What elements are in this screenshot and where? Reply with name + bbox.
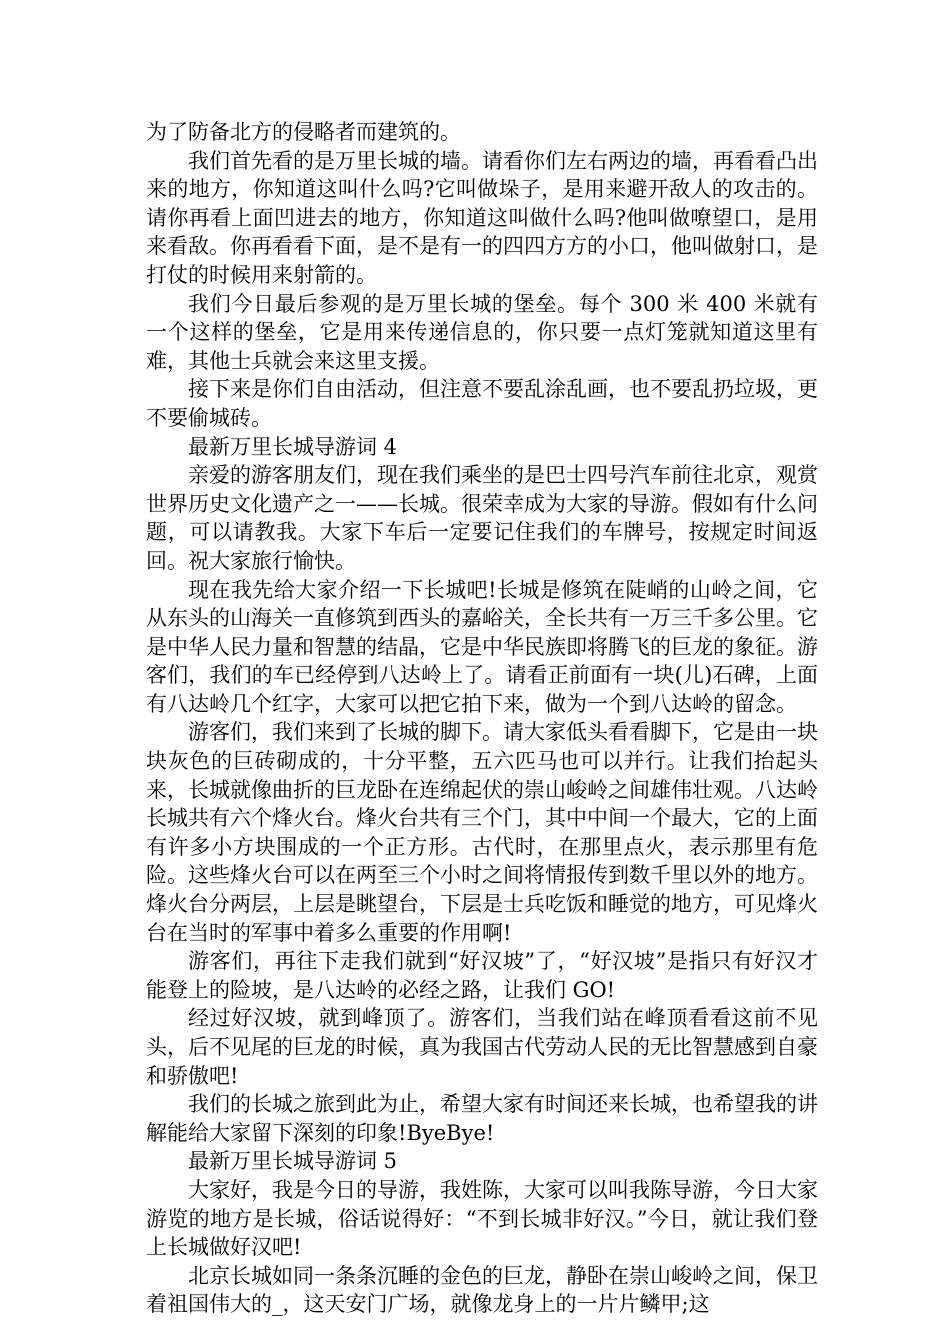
paragraph-free-activity: 接下来是你们自由活动，但注意不要乱涂乱画，也不要乱扔垃圾，更不要偷城砖。 bbox=[146, 377, 818, 430]
paragraph-farewell: 我们的长城之旅到此为止，希望大家有时间还来长城，也希望我的讲解能给大家留下深刻的印象!ByeBye! bbox=[146, 1092, 818, 1145]
paragraph-great-wall-fortress: 我们今日最后参观的是万里长城的堡垒。每个 300 米 400 米就有一个这样的堡垒，它是用来传递信息的，你只要一点灯笼就知道这里有难，其他士兵就会来这里支援。 bbox=[146, 291, 818, 373]
paragraph-introduction: 现在我先给大家介绍一下长城吧!长城是修筑在陡峭的山岭之间，它从东头的山海关一直修筑到西头的嘉峪关，全长共有一万三千多公里。它是中华人民力量和智慧的结晶，它是中华民族即将腾飞的巨龙的象征。游客们，我们的车已经停到八达岭上了。请看正前面有一块(儿)石碑，上面有八达岭几个红字，大家可以把它拍下来，做为一个到八达岭的留念。 bbox=[146, 577, 818, 716]
paragraph-great-wall-walls: 我们首先看的是万里长城的墙。请看你们左右两边的墙，再看看凸出来的地方，你知道这叫什么吗?它叫做垛子，是用来避开敌人的攻击的。请你再看上面凹进去的地方，你知道这叫做什么吗?他叫做嘹望口，是用来看敌。你再看看下面，是不是有一的四四方方的小口，他叫做射口，是打仗的时候用来射箭的。 bbox=[146, 148, 818, 287]
paragraph-greeting-5: 大家好，我是今日的导游，我姓陈，大家可以叫我陈导游，今日大家游览的地方是长城，俗话说得好：“不到长城非好汉。”今日，就让我们登上长城做好汉吧! bbox=[146, 1177, 818, 1260]
document-page bbox=[146, 118, 818, 1319]
paragraph-continuation: 为了防备北方的侵略者而建筑的。 bbox=[146, 120, 461, 144]
section-heading-5: 最新万里长城导游词 5 bbox=[188, 1149, 398, 1174]
paragraph-summit: 经过好汉坡，就到峰顶了。游客们，当我们站在峰顶看看这前不见头，后不见尾的巨龙的时候，真为我国古代劳动人民的无比智慧感到自豪和骄傲吧! bbox=[146, 1006, 818, 1088]
section-heading-4: 最新万里长城导游词 4 bbox=[188, 434, 398, 459]
paragraph-beacon-towers: 游客们，我们来到了长城的脚下。请大家低头看看脚下，它是由一块块灰色的巨砖砌成的，十分平整，五六匹马也可以并行。让我们抬起头来，长城就像曲折的巨龙卧在连绵起伏的崇山峻岭之间雄伟壮观。八达岭长城共有六个烽火台。烽火台共有三个门，其中中间一个最大，它的上面有许多小方块围成的一个正方形。古代时，在那里点火，表示那里有危险。这些烽火台可以在两至三个小时之间将情报传到数千里以外的地方。烽火台分两层，上层是眺望台，下层是士兵吃饭和睡觉的地方，可见烽火台在当时的军事中着多么重要的作用啊! bbox=[146, 720, 818, 945]
paragraph-greeting-4: 亲爱的游客朋友们，现在我们乘坐的是巴士四号汽车前往北京，观赏世界历史文化遗产之一——长城。很荣幸成为大家的导游。假如有什么问题，可以请教我。大家下车后一定要记住我们的车牌号，按规定时间返回。祝大家旅行愉快。 bbox=[146, 463, 818, 573]
paragraph-haohan-slope: 游客们，再往下走我们就到“好汉坡”了，“好汉坡”是指只有好汉才能登上的险坡，是八达岭的必经之路，让我们 GO! bbox=[146, 949, 818, 1002]
paragraph-golden-dragon: 北京长城如同一条条沉睡的金色的巨龙，静卧在崇山峻岭之间，保卫着祖国伟大的_，这天安门广场，就像龙身上的一片片鳞甲;这 bbox=[146, 1263, 818, 1317]
